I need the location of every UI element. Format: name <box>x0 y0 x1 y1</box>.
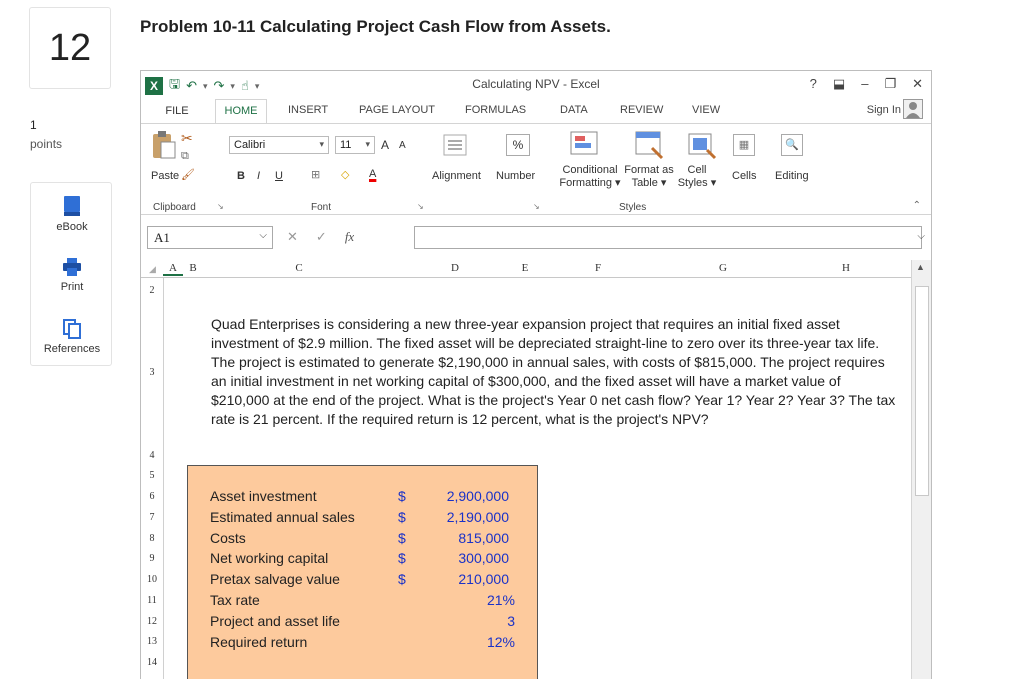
cancel-icon[interactable]: ✕ <box>287 229 298 244</box>
printer-icon <box>62 257 82 277</box>
shrink-font-button[interactable]: A <box>399 140 406 151</box>
borders-icon[interactable]: ⊞ <box>311 169 321 181</box>
formula-bar <box>141 221 931 253</box>
input-row[interactable] <box>188 590 537 611</box>
font-launcher-icon[interactable]: ↘ <box>417 202 424 211</box>
row-header-8[interactable]: 8 <box>149 533 155 544</box>
input-row[interactable] <box>188 611 537 632</box>
copy-icon[interactable]: ⧉ <box>181 150 189 162</box>
expand-formula-bar-icon[interactable]: ⌵ <box>917 231 925 242</box>
tab-review[interactable]: REVIEW <box>620 104 664 116</box>
input-label: Project and asset life <box>210 613 340 629</box>
input-label: Estimated annual sales <box>210 509 355 525</box>
row-header-9[interactable]: 9 <box>149 553 155 564</box>
paste-button[interactable]: Paste <box>151 170 180 182</box>
close-icon[interactable]: ✕ <box>912 76 923 91</box>
input-value: 12% <box>486 634 515 650</box>
font-group-label: Font <box>311 202 332 213</box>
window-title: Calculating NPV - Excel <box>472 77 600 91</box>
undo-icon[interactable]: ↶ <box>186 78 197 93</box>
restore-icon[interactable]: ❐ <box>884 76 897 91</box>
row-header-2[interactable]: 2 <box>149 285 155 296</box>
help-icon[interactable]: ? <box>809 76 817 91</box>
column-header-d[interactable]: D <box>451 262 459 274</box>
input-value: 300,000 <box>458 550 509 566</box>
find-icon[interactable]: 🔍 <box>781 134 803 156</box>
currency-symbol: $ <box>398 530 406 546</box>
input-value: 2,190,000 <box>446 509 509 525</box>
format-as-table-icon[interactable] <box>634 130 664 160</box>
row-header-13[interactable]: 13 <box>147 636 157 647</box>
format-as-table-button[interactable]: Format as Table ▾ <box>624 164 674 189</box>
input-label: Required return <box>210 634 308 650</box>
cut-icon[interactable]: ✂ <box>181 130 193 146</box>
column-headers <box>141 260 911 278</box>
input-label: Asset investment <box>210 488 317 504</box>
name-box[interactable]: A1 ⌵ <box>147 226 273 249</box>
conditional-formatting-icon[interactable] <box>569 130 599 160</box>
alignment-icon[interactable] <box>443 134 467 156</box>
cells-button[interactable]: Cells <box>732 170 757 182</box>
font-color-button[interactable]: A <box>369 168 377 180</box>
tab-view[interactable]: VIEW <box>692 104 721 116</box>
excel-logo-icon: X <box>145 77 163 95</box>
row-header-10[interactable]: 10 <box>147 574 157 585</box>
input-data-table <box>187 465 538 679</box>
tab-formulas[interactable]: FORMULAS <box>465 104 527 116</box>
editing-button[interactable]: Editing <box>775 170 809 182</box>
number-button[interactable]: Number <box>496 170 536 182</box>
column-header-e[interactable]: E <box>521 262 529 274</box>
underline-button[interactable]: U <box>275 170 283 182</box>
ebook-label: eBook <box>56 221 88 233</box>
excel-window <box>140 70 932 679</box>
cells-icon[interactable]: ▦ <box>733 134 755 156</box>
print-button[interactable] <box>31 257 113 293</box>
title-bar <box>141 71 931 97</box>
column-header-h[interactable]: H <box>842 262 850 274</box>
column-header-f[interactable]: F <box>594 262 602 274</box>
problem-statement-cell[interactable]: Quad Enterprises is considering a new three-year expansion project that requires an initial fixed asset investment of $2.9 million. The fixed asset will be depreciated straight-line to zero over its three-year tax life. The project is estimated to generate $2,190,000 in annual sales, with costs of $815,000. The project requires an initial investment in net working capital of $300,000, and the fixed asset will have a market value of $210,000 at the end of the project. What is the project's Year 0 net cash flow? Year 1? Year 2? Year 3? The tax rate is 21 percent. If the required return is 12 percent, what is the project's NPV? <box>211 316 896 427</box>
currency-symbol: $ <box>398 571 406 587</box>
print-label: Print <box>60 281 84 293</box>
currency-symbol: $ <box>398 550 406 566</box>
italic-button[interactable]: I <box>257 170 261 182</box>
window-controls <box>810 76 923 92</box>
undo-dropdown-icon[interactable]: ▾ <box>202 80 208 91</box>
points-value: 1 <box>30 118 37 132</box>
book-icon <box>63 195 81 217</box>
question-number: 12 <box>29 7 111 89</box>
minimize-icon[interactable]: – <box>861 76 869 91</box>
points-label: points <box>30 137 63 151</box>
user-icon <box>904 100 922 118</box>
fill-color-icon[interactable]: ◇ <box>341 169 350 181</box>
conditional-formatting-button[interactable]: Conditional Formatting ▾ <box>559 164 621 189</box>
scrollbar-thumb[interactable] <box>915 286 929 496</box>
sign-in-link[interactable]: Sign In <box>866 104 901 116</box>
row-header-6[interactable]: 6 <box>149 491 155 502</box>
tab-data[interactable]: DATA <box>560 104 588 116</box>
ribbon-tabs <box>141 99 931 123</box>
problem-title: Problem 10-11 Calculating Project Cash Flow from Assets. <box>140 17 611 36</box>
formula-icons <box>287 229 354 245</box>
tab-file[interactable]: FILE <box>149 99 205 123</box>
tab-home[interactable]: HOME <box>215 99 267 124</box>
number-launcher-icon[interactable]: ↘ <box>533 202 540 211</box>
row-header-3[interactable]: 3 <box>149 367 155 378</box>
input-label: Net working capital <box>210 550 329 566</box>
input-value: 2,900,000 <box>446 488 509 504</box>
input-label: Pretax salvage value <box>210 571 340 587</box>
ribbon <box>141 123 931 215</box>
insert-function-icon[interactable]: fx <box>344 229 355 244</box>
input-label: Costs <box>210 530 246 546</box>
input-row[interactable] <box>188 632 537 653</box>
enter-icon[interactable]: ✓ <box>315 229 327 244</box>
input-row[interactable] <box>188 528 537 549</box>
percent-icon[interactable]: % <box>506 134 530 156</box>
currency-symbol: $ <box>398 488 406 504</box>
alignment-button[interactable]: Alignment <box>432 170 481 182</box>
formula-input[interactable] <box>414 226 922 249</box>
references-label: References <box>43 343 101 355</box>
input-row[interactable] <box>188 569 537 590</box>
references-icon <box>63 319 81 339</box>
row-header-14[interactable]: 14 <box>147 657 157 668</box>
select-all-corner[interactable]: ◢ <box>149 264 156 274</box>
touch-mode-icon[interactable]: ☝ <box>240 78 249 93</box>
paste-icon[interactable] <box>151 130 177 160</box>
input-label: Tax rate <box>210 592 260 608</box>
column-header-c[interactable]: C <box>295 262 303 274</box>
input-row[interactable] <box>188 486 537 507</box>
input-value: 21% <box>486 592 515 608</box>
row-header-4[interactable]: 4 <box>149 450 155 461</box>
ebook-button[interactable] <box>31 195 113 233</box>
font-size-select[interactable]: 11 ▾ <box>335 136 375 154</box>
input-row[interactable] <box>188 507 537 528</box>
redo-icon[interactable]: ↷ <box>213 78 225 93</box>
redo-dropdown-icon[interactable]: ▾ <box>230 80 235 91</box>
currency-symbol: $ <box>398 509 406 525</box>
save-icon[interactable]: 🖫 <box>169 76 181 91</box>
cell-styles-icon[interactable] <box>687 130 717 160</box>
cell-styles-button[interactable]: Cell Styles ▾ <box>677 164 717 189</box>
clipboard-group-label: Clipboard <box>153 202 196 213</box>
avatar[interactable] <box>903 99 923 119</box>
input-value: 815,000 <box>458 530 509 546</box>
clipboard-launcher-icon[interactable]: ↘ <box>217 202 224 211</box>
input-row[interactable] <box>188 548 537 569</box>
collapse-ribbon-icon[interactable]: ⌃ <box>912 200 921 211</box>
scroll-up-icon[interactable]: ▲ <box>916 262 925 272</box>
row-header-12[interactable]: 12 <box>147 616 157 627</box>
row-header-7[interactable]: 7 <box>149 512 155 523</box>
column-header-b[interactable]: B <box>189 262 197 274</box>
vertical-scrollbar[interactable] <box>911 260 931 679</box>
styles-group-label: Styles <box>619 202 647 213</box>
column-header-a[interactable]: A <box>163 262 183 276</box>
font-name-select[interactable]: Calibri ▾ <box>229 136 329 154</box>
input-value: 3 <box>507 613 515 629</box>
input-value: 210,000 <box>458 571 509 587</box>
format-painter-icon[interactable]: 🖌 <box>181 169 195 181</box>
tab-insert[interactable]: INSERT <box>288 104 329 116</box>
tab-page-layout[interactable]: PAGE LAYOUT <box>359 104 436 116</box>
column-header-g[interactable]: G <box>719 262 727 274</box>
bold-button[interactable]: B <box>237 170 245 182</box>
references-button[interactable] <box>31 319 113 355</box>
ribbon-display-icon[interactable]: ⬓ <box>832 76 846 91</box>
row-header-11[interactable]: 11 <box>147 595 157 606</box>
customize-qat-icon[interactable]: ▾ <box>254 80 260 91</box>
row-header-5[interactable]: 5 <box>149 470 155 481</box>
grow-font-button[interactable]: A <box>381 138 390 152</box>
resource-panel <box>30 182 112 366</box>
